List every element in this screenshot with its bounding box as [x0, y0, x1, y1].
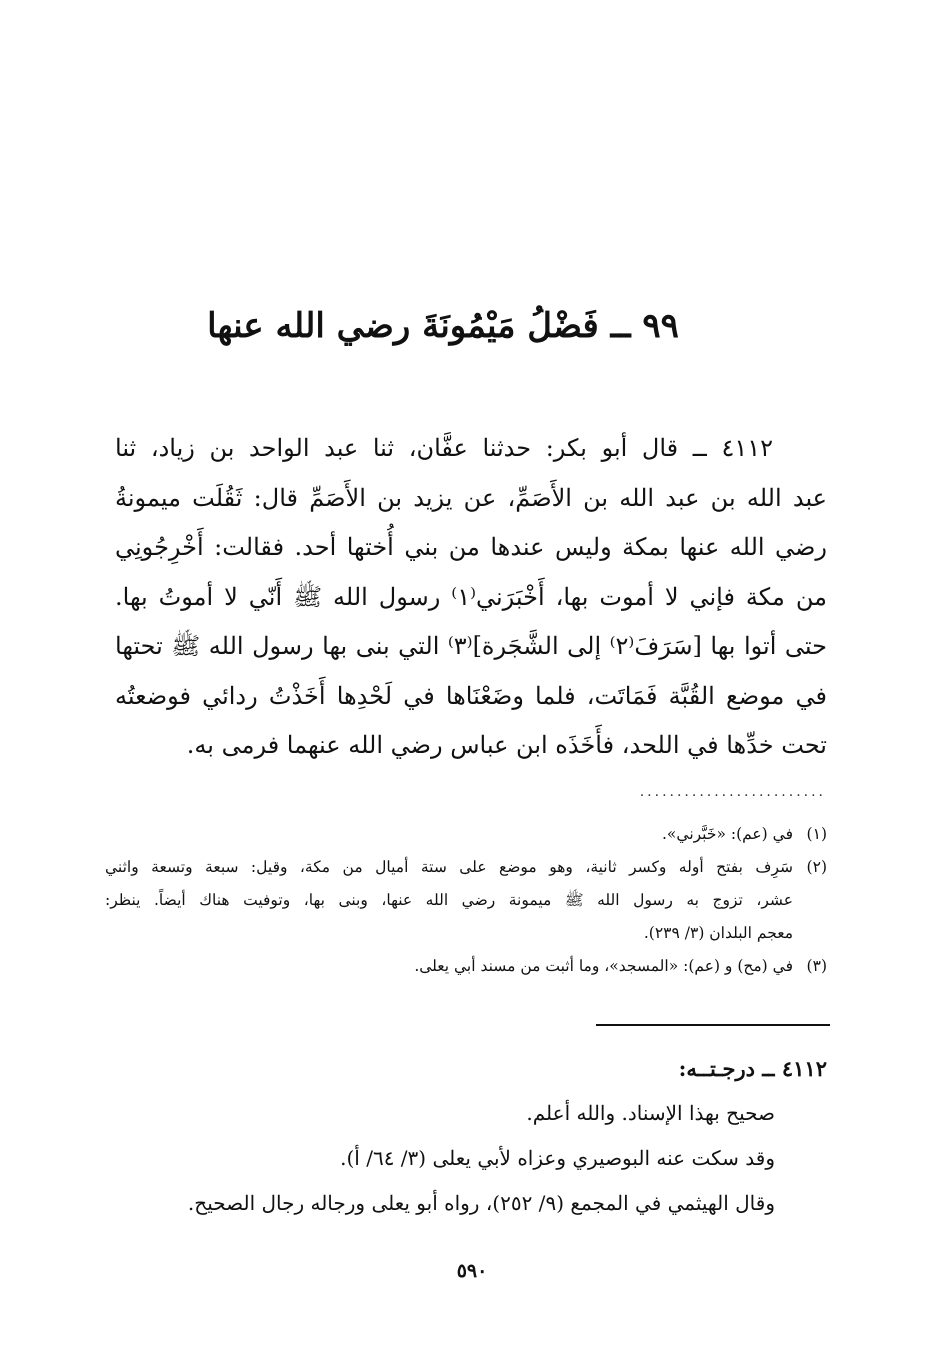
footnote-number: (٣) — [806, 957, 827, 975]
footnote-number: (٢) — [806, 858, 827, 876]
footnote-line: معجم البلدان (٣/ ٢٣٩). — [643, 924, 793, 942]
footnote-text — [105, 851, 793, 950]
footnote-2 — [105, 851, 827, 950]
grading-heading: ٤١١٢ ــ درجـتــه: — [678, 1056, 827, 1081]
grading-section — [115, 1046, 827, 1226]
page-number: ٥٩٠ — [456, 1260, 488, 1282]
hadith-line: حتى أتوا بها [سَرَفَ⁽٢⁾ إلى الشَّجَرة]⁽٣⁾ التي بنى بها رسول الله ﷺ تحتها — [115, 632, 827, 660]
grading-line: وقد سكت عنه البوصيري وعزاه لأبي يعلى (٣/ ٦٤/ أ). — [340, 1146, 775, 1170]
hadith-line: ٤١١٢ ــ قال أبو بكر: حدثنا عفَّان، ثنا عبد الواحد بن زياد، ثنا — [115, 434, 773, 462]
grading-line: صحيح بهذا الإسناد. والله أعلم. — [526, 1101, 775, 1125]
footnote-line: سَرِف بفتح أوله وكسر ثانية، وهو موضع على ستة أميال من مكة، وقيل: سبعة وتسعة واثني — [105, 858, 793, 876]
hadith-line: في موضع القُبَّة فَمَاتَت، فلما وضَعْنَاها في لَحْدِها أَخَذْتُ ردائي فوضعتُه — [115, 681, 827, 710]
chapter-title: ٩٩ ــ فَضْلُ مَيْمُونَةَ رضي الله عنها — [207, 306, 679, 346]
footnote-line: في (مح) و (عم): «المسجد»، وما أثبت من مسند أبي يعلى. — [414, 957, 793, 975]
footnote-text — [105, 818, 793, 851]
footnote-separator: ......................... — [639, 784, 826, 800]
footnote-line: في (عم): «خَبَّرني». — [661, 825, 793, 843]
hadith-line: عبد الله بن عبد الله بن الأَصَمِّ، عن يزيد بن الأَصَمِّ قال: ثَقُلَت ميمونةُ — [115, 483, 827, 512]
footnote-1 — [105, 818, 827, 851]
hadith-text — [115, 424, 827, 771]
footnote-number: (١) — [806, 825, 827, 843]
footnote-text — [105, 950, 793, 983]
hadith-line: من مكة فإني لا أموت بها، أَخْبَرَني⁽١⁾ رسول الله ﷺ أَنّي لا أموتُ بها. — [115, 582, 827, 611]
hadith-line: رضي الله عنها بمكة وليس عندها من بني أُختها أحد. فقالت: أَخْرِجُونِي — [115, 533, 827, 561]
footnote-3 — [105, 950, 827, 983]
grading-line: وقال الهيثمي في المجمع (٩/ ٢٥٢)، رواه أبو يعلى ورجاله رجال الصحيح. — [187, 1191, 775, 1215]
footnotes — [105, 818, 827, 983]
section-divider — [596, 1024, 830, 1026]
footnote-line: عشر، تزوج به رسول الله ﷺ ميمونة رضي الله عنها، وبنى بها، وتوفيت هناك أيضاً. ينظر: — [105, 891, 793, 909]
hadith-line: تحت خدِّها في اللحد، فأَخَذَه ابن عباس رضي الله عنهما فرمى به. — [186, 731, 827, 759]
